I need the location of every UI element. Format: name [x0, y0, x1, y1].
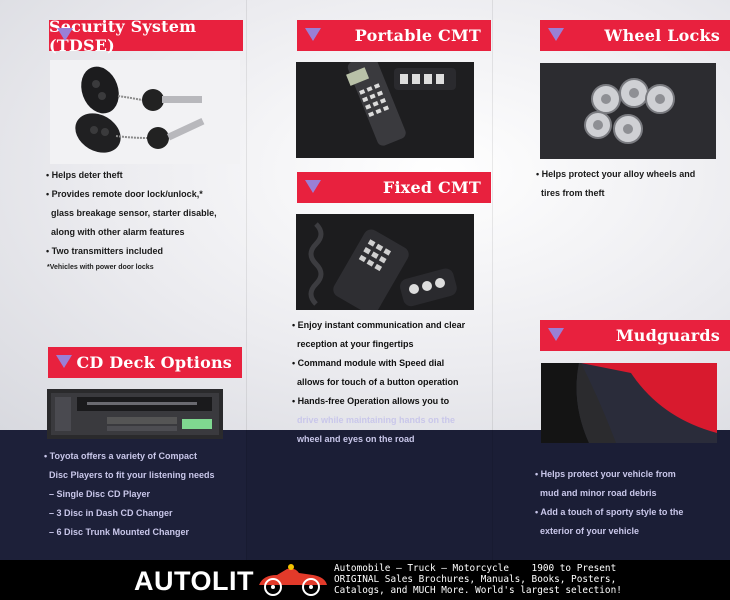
- list-item: along with other alarm features: [51, 227, 185, 237]
- list-item: Disc Players to fit your listening needs: [49, 470, 215, 480]
- list-item: glass breakage sensor, starter disable,: [51, 208, 217, 218]
- list-item: drive while maintaining hands on the: [297, 415, 456, 425]
- section-title: Portable CMT: [354, 26, 481, 45]
- list-item: • Helps protect your alloy wheels and: [536, 169, 696, 179]
- section-header-portable-cmt: [297, 20, 491, 51]
- list-item: • Enjoy instant communication and clear: [292, 320, 466, 330]
- mudguard-photo: [541, 363, 717, 443]
- wheel-locks-photo: [540, 63, 716, 159]
- footer-tagline-2: ORIGINAL Sales Brochures, Manuals, Books, Posters,: [334, 574, 617, 585]
- mudguards-bullets: [535, 465, 683, 541]
- list-item: wheel and eyes on the road: [297, 434, 415, 444]
- section-header-cd-deck: [48, 347, 242, 378]
- section-header-fixed-cmt: [297, 172, 491, 203]
- list-item: • Helps protect your vehicle from: [535, 469, 676, 479]
- security-bullets: [46, 166, 217, 261]
- section-title: Fixed CMT: [382, 178, 481, 197]
- section-title: Mudguards: [615, 326, 720, 345]
- section-header-security: [49, 16, 243, 55]
- list-item: • Helps deter theft: [46, 170, 123, 180]
- vintage-car-icon: [253, 563, 331, 597]
- triangle-icon: [548, 28, 564, 41]
- list-item: • Add a touch of sporty style to the: [535, 507, 684, 517]
- cd-deck-photo: [47, 389, 223, 439]
- fixed-cmt-bullets: [292, 316, 465, 449]
- list-item: • Hands-free Operation allows you to: [292, 396, 450, 406]
- section-header-wheel-locks: [540, 20, 730, 51]
- list-item: exterior of your vehicle: [540, 526, 640, 536]
- list-item: • Command module with Speed dial: [292, 358, 445, 368]
- triangle-icon: [548, 328, 564, 341]
- section-title: CD Deck Options: [76, 353, 232, 372]
- footer-tagline-3: Catalogs, and MUCH More. World's largest selection!: [334, 585, 622, 596]
- list-item: • Two transmitters included: [46, 246, 164, 256]
- panel-fold: [492, 0, 493, 560]
- list-item: • Toyota offers a variety of Compact: [44, 451, 198, 461]
- list-item: – 3 Disc in Dash CD Changer: [49, 508, 173, 518]
- triangle-icon: [57, 28, 73, 41]
- wheel-locks-bullets: [536, 165, 695, 203]
- list-item: • Provides remote door lock/unlock,*: [46, 189, 203, 199]
- autolit-logo[interactable]: AUTOLIT: [134, 566, 254, 596]
- list-item: reception at your fingertips: [297, 339, 414, 349]
- triangle-icon: [56, 355, 72, 368]
- panel-fold: [246, 0, 247, 560]
- security-footnote: *Vehicles with power door locks: [47, 264, 154, 271]
- list-item: – 6 Disc Trunk Mounted Changer: [49, 527, 190, 537]
- portable-phone-photo: [296, 62, 474, 158]
- list-item: mud and minor road debris: [540, 488, 657, 498]
- section-title: Wheel Locks: [604, 26, 720, 45]
- cd-deck-bullets: [44, 447, 215, 542]
- list-item: allows for touch of a button operation: [297, 377, 459, 387]
- key-fob-photo: [50, 60, 240, 164]
- footer-tagline-1: Automobile – Truck – Motorcycle 1900 to Present: [334, 563, 617, 574]
- section-title: Security System (TDSE): [49, 16, 197, 55]
- triangle-icon: [305, 28, 321, 41]
- section-header-mudguards: [540, 320, 730, 351]
- list-item: – Single Disc CD Player: [49, 489, 151, 499]
- fixed-phone-photo: [296, 214, 474, 310]
- list-item: tires from theft: [541, 188, 605, 198]
- triangle-icon: [305, 180, 321, 193]
